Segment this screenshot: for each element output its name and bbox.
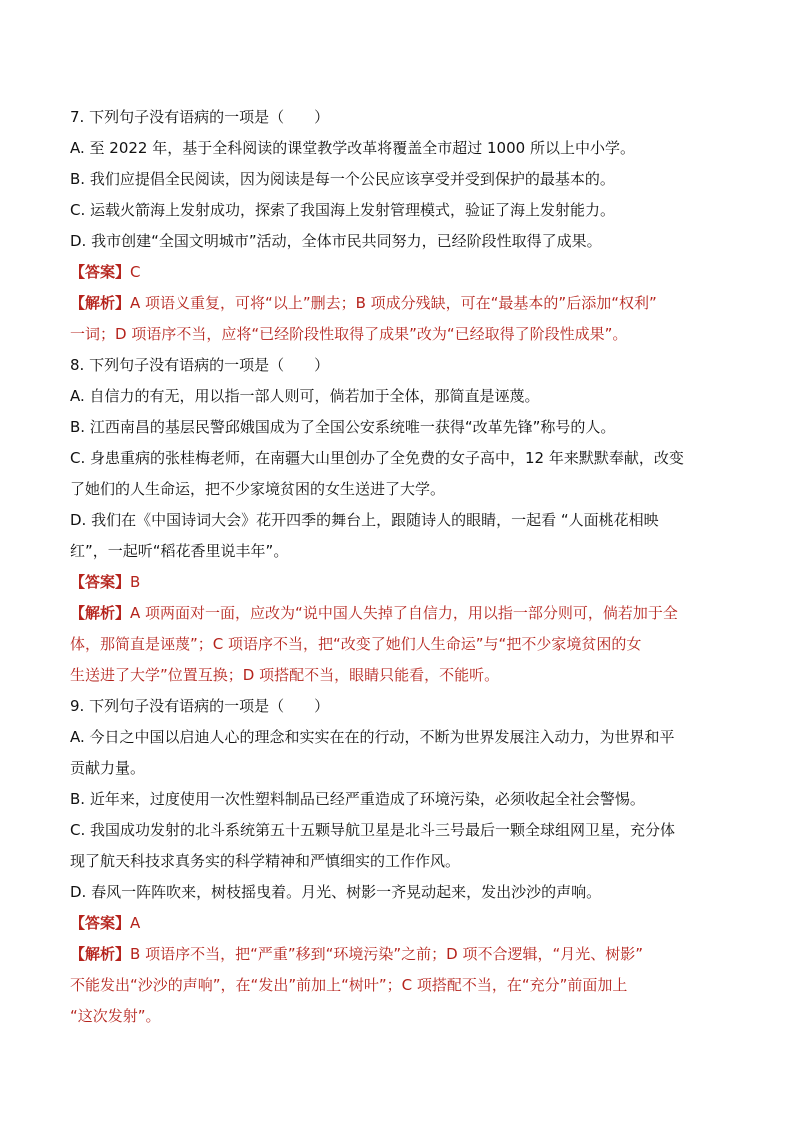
question-block-8	[70, 350, 730, 691]
option-c-continued: 现了航天科技求真务实的科学精神和严慎细实的工作作风。	[70, 852, 461, 870]
answer-value: B	[130, 573, 141, 591]
analysis-label: 【解析】	[70, 604, 131, 622]
answer-label: 【答案】	[70, 263, 131, 281]
option-c-continued: 了她们的人生命运，把不少家境贫困的女生送进了大学。	[70, 480, 446, 498]
option-a: A. 自信力的有无，用以指一部人则可，倘若加于全体，那简直是诬蔑。	[70, 387, 540, 405]
question-block-7	[70, 102, 730, 350]
analysis-line: 不能发出“沙沙的声响”，在“发出”前加上“树叶”；C 项搭配不当，在“充分”前面加上	[70, 976, 628, 994]
option-c: C. 身患重病的张桂梅老师，在南疆大山里创办了全免费的女子高中，12 年来默默奉献，改变	[70, 449, 684, 467]
analysis-line: 体，那简直是诬蔑”；C 项语序不当，把“改变了她们人生命运”与“把不少家境贫困的女	[70, 635, 642, 653]
answer-line	[70, 257, 730, 288]
option-c: C. 我国成功发射的北斗系统第五十五颗导航卫星是北斗三号最后一颗全球组网卫星，充分体	[70, 821, 676, 839]
answer-label: 【答案】	[70, 573, 131, 591]
option-d: D. 春风一阵阵吹来，树枝摇曳着。月光、树影一齐晃动起来，发出沙沙的声响。	[70, 883, 602, 901]
answer-label: 【答案】	[70, 914, 131, 932]
option-a: A. 至 2022 年，基于全科阅读的课堂教学改革将覆盖全市超过 1000 所以上中小学。	[70, 139, 635, 157]
option-b: B. 近年来，过度使用一次性塑料制品已经严重造成了环境污染，必须收起全社会警惕。	[70, 790, 645, 808]
document-page	[70, 102, 730, 1032]
analysis-line: 一词；D 项语序不当，应将“已经阶段性取得了成果”改为“已经取得了阶段性成果”。	[70, 325, 628, 343]
answer-value: A	[130, 914, 141, 932]
answer-value: C	[130, 263, 141, 281]
answer-line	[70, 567, 730, 598]
analysis-line	[70, 939, 730, 970]
analysis-line: “这次发射”。	[70, 1007, 161, 1025]
option-d: D. 我们在《中国诗词大会》花开四季的舞台上，跟随诗人的眼睛，一起看 “人面桃花相映	[70, 511, 659, 529]
answer-line	[70, 908, 730, 939]
question-stem: 7. 下列句子没有语病的一项是（ ）	[70, 108, 330, 126]
analysis-line	[70, 598, 730, 629]
option-b: B. 我们应提倡全民阅读，因为阅读是每一个公民应该享受并受到保护的最基本的。	[70, 170, 615, 188]
analysis-label: 【解析】	[70, 294, 131, 312]
analysis-text: B 项语序不当，把“严重”移到“环境污染”之前；D 项不合逻辑，“月光、树影”	[130, 945, 644, 963]
analysis-line: 生送进了大学”位置互换；D 项搭配不当，眼睛只能看，不能听。	[70, 666, 500, 684]
analysis-line	[70, 288, 730, 319]
analysis-text: A 项两面对一面，应改为“说中国人失掉了自信力，用以指一部分则可，倘若加于全	[130, 604, 678, 622]
option-d-continued: 红”，一起听“稻花香里说丰年”。	[70, 542, 289, 560]
question-block-9	[70, 691, 730, 1032]
option-d: D. 我市创建“全国文明城市”活动，全体市民共同努力，已经阶段性取得了成果。	[70, 232, 602, 250]
question-stem: 9. 下列句子没有语病的一项是（ ）	[70, 697, 330, 715]
option-b: B. 江西南昌的基层民警邱娥国成为了全国公安系统唯一获得“改革先锋”称号的人。	[70, 418, 616, 436]
analysis-label: 【解析】	[70, 945, 131, 963]
option-a: A. 今日之中国以启迪人心的理念和实实在在的行动，不断为世界发展注入动力，为世界和平	[70, 728, 675, 746]
question-stem: 8. 下列句子没有语病的一项是（ ）	[70, 356, 330, 374]
analysis-text: A 项语义重复，可将“以上”删去；B 项成分残缺，可在“最基本的”后添加“权利”	[130, 294, 657, 312]
option-c: C. 运载火箭海上发射成功，探索了我国海上发射管理模式，验证了海上发射能力。	[70, 201, 616, 219]
option-a-continued: 贡献力量。	[70, 759, 146, 777]
